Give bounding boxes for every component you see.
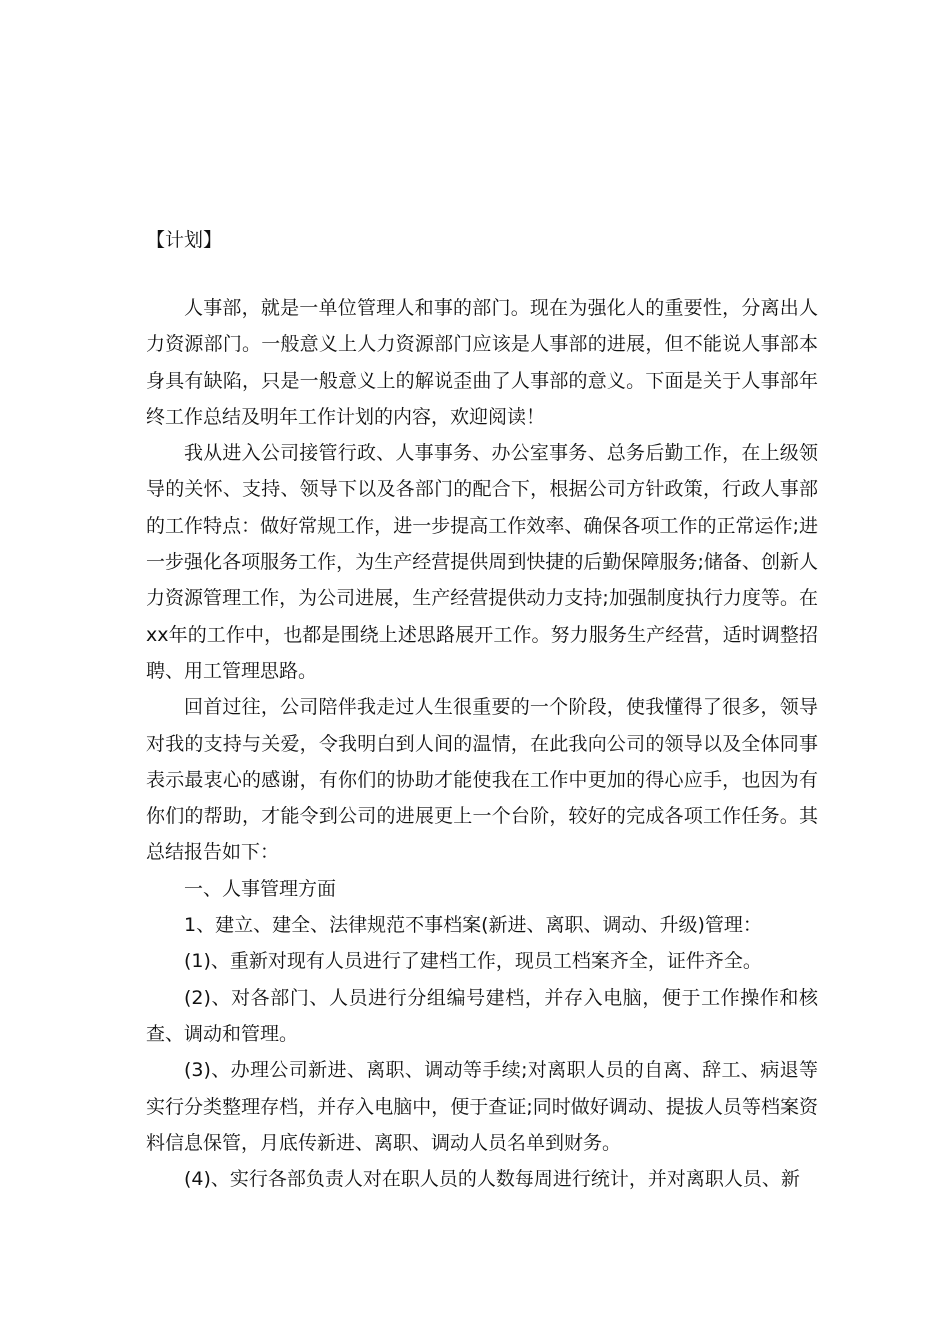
paragraph-intro: 人事部，就是一单位管理人和事的部门。现在为强化人的重要性，分离出人力资源部门。一般意义上人力资源部门应该是人事部的进展，但不能说人事部本身具有缺陷，只是一般意义上的解说歪曲了人事部的意义。下面是关于人事部年终工作总结及明年工作计划的内容，欢迎阅读！ [146, 297, 818, 428]
list-item-1-3: (3)、办理公司新进、离职、调动等手续;对离职人员的自离、辞工、病退等实行分类整理存档，并存入电脑中，便于查证;同时做好调动、提拔人员等档案资料信息保管，月底传新进、离职、调动人员名单到财务。 [146, 1059, 818, 1154]
section-heading-personnel: 一、人事管理方面 [184, 877, 337, 900]
paragraph-work-overview: 我从进入公司接管行政、人事事务、办公室事务、总务后勤工作，在上级领导的关怀、支持、领导下以及各部门的配合下，根据公司方针政策，行政人事部的工作特点：做好常规工作，进一步提高工作效率、确保各项工作的正常运作;进一步强化各项服务工作，为生产经营提供周到快捷的后勤保障服务;储备、创新人力资源管理工作，为公司进展，生产经营提供动力支持;加强制度执行力度等。在xx年的工作中，也都是围绕上述思路展开工作。努力服务生产经营，适时调整招聘、用工管理思路。 [146, 442, 818, 682]
document-heading: 【计划】 [146, 229, 223, 251]
list-item-1-1: (1)、重新对现有人员进行了建档工作，现员工档案齐全，证件齐全。 [184, 950, 762, 973]
document-body [146, 290, 818, 1197]
list-item-1-4: (4)、实行各部负责人对在职人员的人数每周进行统计，并对离职人员、新 [184, 1168, 800, 1191]
paragraph-gratitude: 回首过往，公司陪伴我走过人生很重要的一个阶段，使我懂得了很多，领导对我的支持与关爱，令我明白到人间的温情，在此我向公司的领导以及全体同事表示最衷心的感谢，有你们的协助才能使我在工作中更加的得心应手，也因为有你们的帮助，才能令到公司的进展更上一个台阶，较好的完成各项工作任务。其总结报告如下： [146, 696, 818, 864]
list-item-1: 1、建立、建全、法律规范不事档案(新进、离职、调动、升级)管理： [184, 914, 762, 937]
list-item-1-2: (2)、对各部门、人员进行分组编号建档，并存入电脑，便于工作操作和核查、调动和管理。 [146, 986, 818, 1045]
